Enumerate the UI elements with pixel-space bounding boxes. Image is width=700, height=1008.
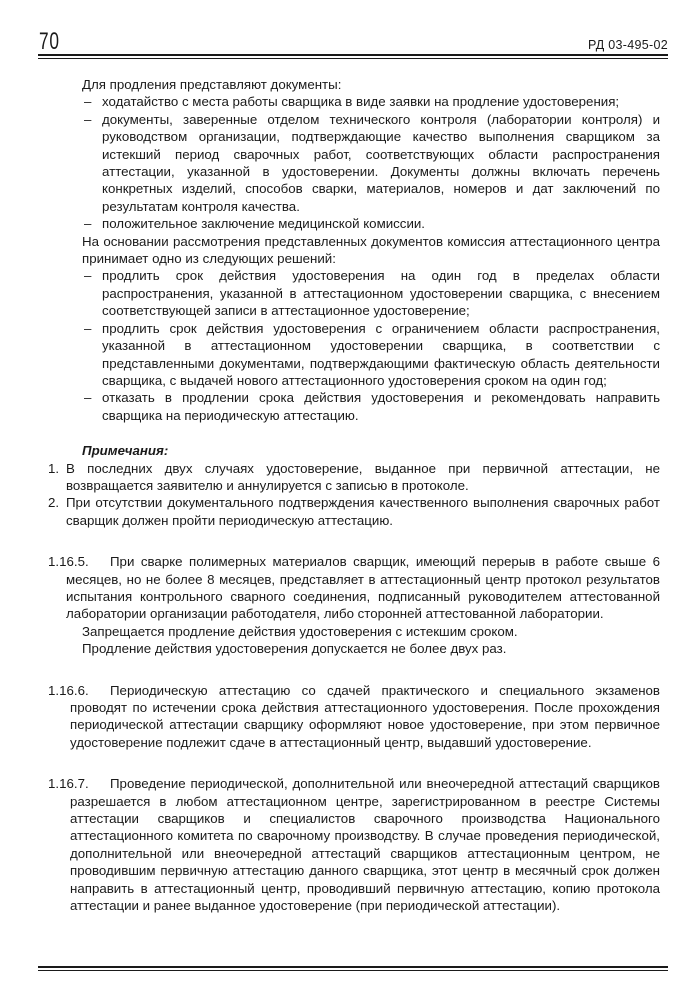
page-header	[0, 0, 700, 60]
note-item: 1. В последних двух случаях удостоверение, выданное при первичной аттестации, не возвращается заявителю и аннулируется с записью в протоколе.	[48, 460, 660, 493]
header-rule	[38, 54, 668, 56]
list-item: – документы, заверенные отделом технического контроля (лаборатории контроля) и руководством организации, подтверждающие качество выполнения сварщиком за истекший период сварочных работ, соответствующих области распространения аттестации, указанной в удостоверении. Документы должны включать перечень конкретных изделий, способов сварки, материалов, номеров и дат заключений по результатам контроля качества.	[84, 111, 660, 214]
paragraph: Запрещается продление действия удостоверения с истекшим сроком.	[82, 623, 518, 639]
footer-rule-thin	[38, 970, 668, 971]
paragraph: Продление действия удостоверения допускается не более двух раз.	[82, 641, 507, 657]
list-item: – продлить срок действия удостоверения с ограничением области распространения, указанной в аттестационном удостоверении сварщика, в соответствии с представленными документами, подтверждающими фактическую область деятельности сварщика, с выдачей нового аттестационного удостоверения сроком на один год;	[84, 320, 660, 388]
list-item: – ходатайство с места работы сварщика в виде заявки на продление удостоверения;	[84, 94, 620, 110]
section-1-16-6: 1.16.6. Периодическую аттестацию со сдачей практического и специального экзаменов проводят по истечении срока действия аттестационного удостоверения. После прохождения периодической аттестации сварщику оформляют новое удостоверение, при этом первичное удостоверение подлежит сдаче в аттестационный центр, выдавший удостоверение.	[48, 682, 660, 750]
section-1-16-5: 1.16.5. При сварке полимерных материалов сварщик, имеющий перерыв в работе свыше 6 месяцев, но не более 8 месяцев, представляет в аттестационный центр протокол результатов испытания контрольного сварного соединения, подписанный руководителем аттестованной лаборатории организации работодателя, либо сторонней аттестованной лаборатории.	[48, 554, 660, 622]
document-code: РД 03-495-02	[587, 38, 668, 52]
decision-intro: На основании рассмотрения представленных документов комиссия аттестационного центра принимает одно из следующих решений:	[82, 233, 660, 267]
section-1-16-7: 1.16.7. Проведение периодической, дополнительной или внеочередной аттестаций сварщиков разрешается в любом аттестационном центре, зарегистрированном в реестре Системы аттестации сварщиков и специалистов сварочного производства Национального аттестационного комитета по сварочному производству. В случае проведения периодической, дополнительной или внеочередной аттестаций сварщиков аттестационным центром, не проводившим первичную аттестацию данного сварщика, этот центр в месячный срок должен направить в аттестационный центр, проводивший первичную аттестацию, копию протокола аттестации и ранее выданное удостоверение (при периодической аттестации).	[48, 776, 660, 914]
page-body	[0, 76, 700, 914]
footer-rule	[38, 966, 668, 968]
note-item: 2. При отсутствии документального подтверждения качественного выполнения сварочных работ сварщик должен пройти периодическую аттестацию.	[48, 495, 660, 528]
documents-intro: Для продления представляют документы:	[82, 77, 342, 92]
notes-title: Примечания:	[82, 443, 169, 459]
header-rule-thin	[38, 58, 668, 59]
page-number: 70	[39, 28, 60, 55]
list-item: – продлить срок действия удостоверения на один год в пределах области распространения, указанной в аттестационном удостоверении сварщика, с внесением соответствующей записи в аттестационное удостоверение;	[84, 268, 660, 319]
list-item: – положительное заключение медицинской комиссии.	[84, 216, 425, 232]
list-item: – отказать в продлении срока действия удостоверения и рекомендовать направить сварщика на периодическую аттестацию.	[84, 390, 660, 423]
